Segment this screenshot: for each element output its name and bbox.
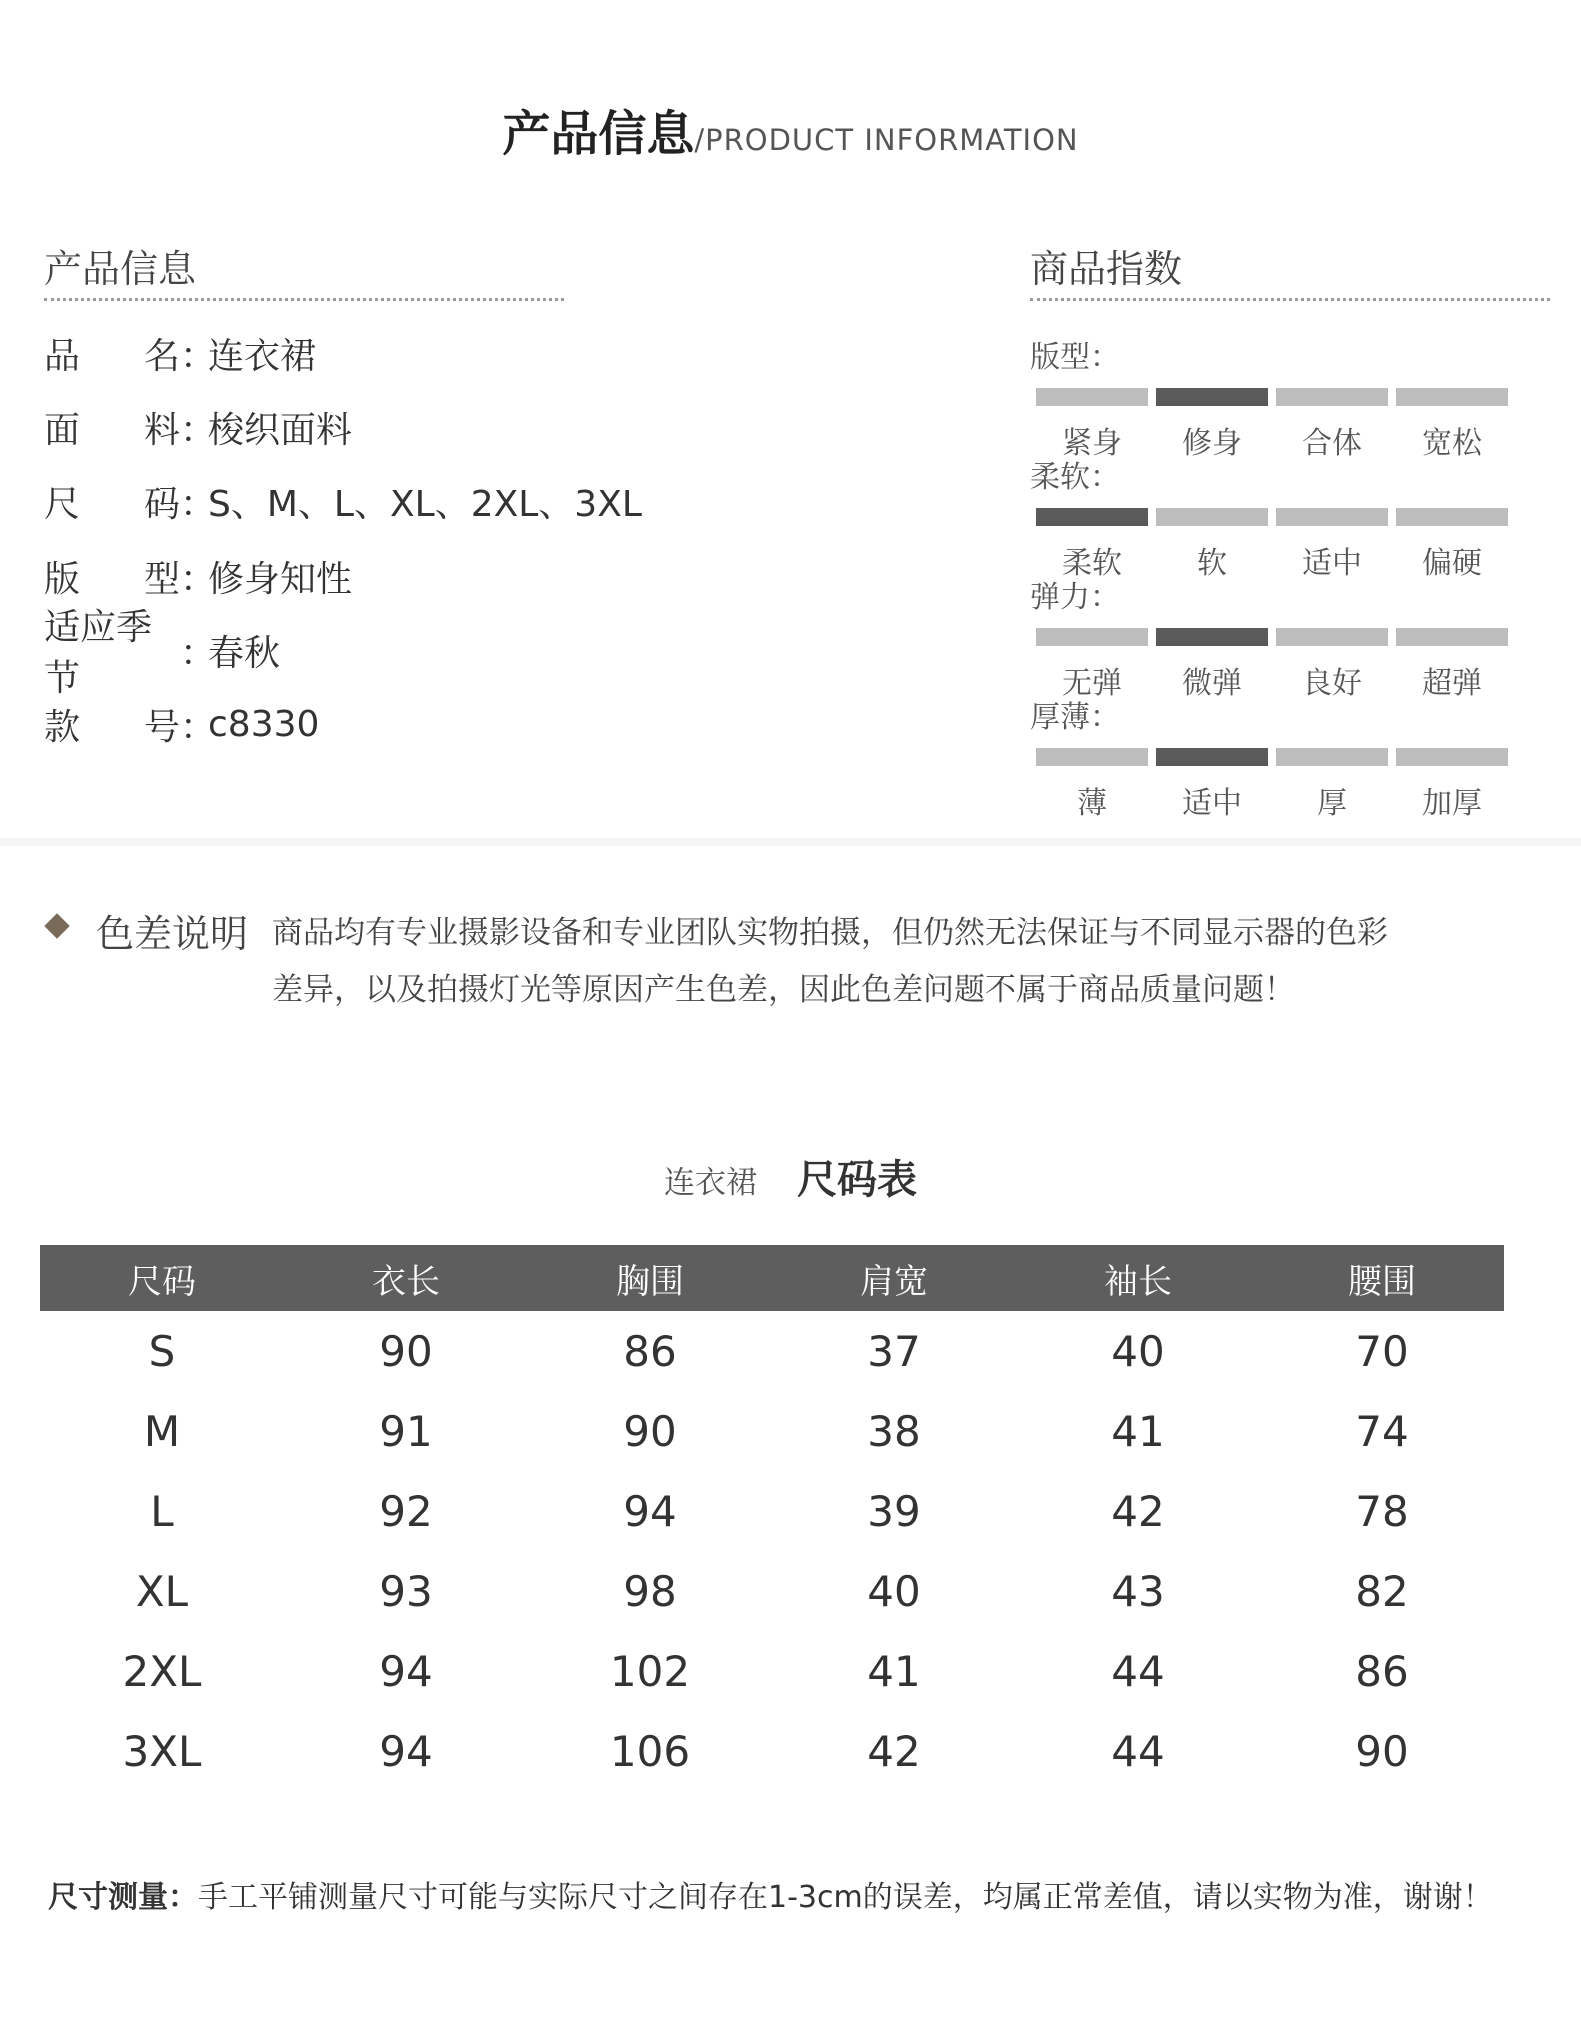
size-table-cell: 42 (1111, 1486, 1165, 1536)
spec-label (44, 402, 180, 453)
spec-label-char: 品 (44, 335, 81, 377)
size-table-cell: 43 (1111, 1566, 1165, 1616)
spec-row (44, 323, 316, 383)
size-table-header-cell: 肩宽 (772, 1245, 1016, 1311)
size-table-cell: 41 (867, 1646, 921, 1696)
index-group (1030, 578, 1510, 702)
index-option-label: 修身 (1182, 426, 1242, 461)
spec-row (44, 471, 642, 531)
size-table-row (40, 1311, 1504, 1391)
size-table-cell: 106 (609, 1726, 691, 1776)
index-option-label: 柔软 (1062, 546, 1122, 581)
index-bar (1276, 508, 1388, 526)
section-divider (0, 838, 1581, 846)
index-bar-track (1036, 388, 1510, 406)
size-table-cell: 44 (1111, 1646, 1165, 1696)
spec-colon: ： (180, 335, 217, 377)
spec-colon: ： (180, 632, 217, 674)
color-note-text: 商品均有专业摄影设备和专业团队实物拍摄，但仍然无法保证与不同显示器的色彩差异，以及拍摄灯光等原因产生色差，因此色差问题不属于商品质量问题！ (272, 915, 1388, 1008)
measurement-note-text: 手工平铺测量尺寸可能与实际尺寸之间存在1-3cm的误差，均属正常差值，请以实物为准，谢谢！ (198, 1880, 1493, 1915)
size-table-cell: M (143, 1406, 181, 1456)
product-index-divider (1030, 298, 1550, 301)
index-group (1030, 698, 1510, 822)
size-table-row (40, 1551, 1504, 1631)
spec-colon: ： (180, 409, 217, 451)
size-table-cell: XL (135, 1566, 189, 1616)
index-bar (1396, 388, 1508, 406)
index-option-label: 厚 (1317, 786, 1347, 821)
spec-label (44, 476, 180, 527)
product-index-heading: 商品指数 (1030, 247, 1183, 291)
size-table-cell: 92 (379, 1486, 433, 1536)
spec-value: S、M、L、XL、2XL、3XL (208, 483, 642, 525)
spec-label-char: 料 (143, 409, 180, 451)
index-option-label: 紧身 (1062, 426, 1122, 461)
size-table-cell: 40 (1111, 1326, 1165, 1376)
index-bar (1036, 628, 1148, 646)
spec-label-char: 面 (44, 409, 81, 451)
index-bar (1276, 388, 1388, 406)
size-table-row (40, 1631, 1504, 1711)
page-header (0, 95, 1581, 164)
color-note-title: 色差说明 (96, 912, 249, 956)
index-option-label: 适中 (1302, 546, 1362, 581)
product-info-heading: 产品信息 (44, 247, 197, 291)
spec-value: 修身知性 (208, 558, 353, 600)
measurement-note (48, 1872, 1493, 1916)
size-chart-title (0, 1148, 1581, 1205)
size-table-cell: 98 (623, 1566, 677, 1616)
size-table-cell: 38 (867, 1406, 921, 1456)
product-info-divider (44, 298, 564, 301)
index-bar-selected (1156, 748, 1268, 766)
index-group (1030, 458, 1510, 582)
index-label-row (1036, 778, 1510, 822)
size-table-cell: 82 (1355, 1566, 1409, 1616)
index-group-title: 版型： (1030, 340, 1120, 375)
spec-colon: ： (180, 706, 217, 748)
diamond-bullet-icon (44, 913, 69, 938)
size-table-cell: 102 (609, 1646, 691, 1696)
size-table-header (40, 1245, 1504, 1311)
index-bar (1036, 748, 1148, 766)
index-option-label: 宽松 (1422, 426, 1482, 461)
spec-label-char: 款 (44, 706, 81, 748)
index-option-label: 薄 (1077, 786, 1107, 821)
size-table-header-cell: 衣长 (284, 1245, 528, 1311)
index-bar (1396, 628, 1508, 646)
index-bar-track (1036, 508, 1510, 526)
spec-label-char: 版 (44, 558, 81, 600)
size-table-cell: S (148, 1326, 176, 1376)
spec-colon: ： (180, 483, 217, 525)
index-label-row (1036, 658, 1510, 702)
size-table-cell: 2XL (122, 1646, 202, 1696)
index-option-label: 软 (1197, 546, 1227, 581)
size-table-cell: 86 (623, 1326, 677, 1376)
size-table-cell: 94 (623, 1486, 677, 1536)
index-bar-selected (1156, 388, 1268, 406)
index-option-label: 良好 (1302, 666, 1362, 701)
size-table-cell: 42 (867, 1726, 921, 1776)
spec-row (44, 694, 319, 754)
spec-label-char: 码 (143, 483, 180, 525)
index-bar (1276, 748, 1388, 766)
index-bar (1156, 508, 1268, 526)
index-option-label: 微弹 (1182, 666, 1242, 701)
index-option-label: 合体 (1302, 426, 1362, 461)
size-table-cell: 44 (1111, 1726, 1165, 1776)
size-table-cell: 37 (867, 1326, 921, 1376)
index-group-title: 厚薄： (1030, 700, 1120, 735)
spec-row (44, 397, 352, 457)
spec-colon: ： (180, 558, 217, 600)
spec-label (44, 328, 180, 379)
index-label-row (1036, 538, 1510, 582)
size-table-cell: 94 (379, 1646, 433, 1696)
index-option-label: 加厚 (1422, 786, 1482, 821)
size-table-header-cell: 尺码 (40, 1245, 284, 1311)
size-table-body (40, 1311, 1504, 1791)
index-option-label: 超弹 (1422, 666, 1482, 701)
size-table-cell: 90 (1355, 1726, 1409, 1776)
size-table-cell: 40 (867, 1566, 921, 1616)
size-table (40, 1245, 1504, 1791)
spec-label-char: 名 (143, 335, 180, 377)
size-table-cell: 86 (1355, 1646, 1409, 1696)
size-table-row (40, 1471, 1504, 1551)
index-bar-selected (1036, 508, 1148, 526)
index-option-label: 适中 (1182, 786, 1242, 821)
size-table-cell: 41 (1111, 1406, 1165, 1456)
spec-value: c8330 (208, 703, 320, 745)
size-table-row (40, 1391, 1504, 1471)
spec-value: 梭织面料 (208, 409, 353, 451)
size-table-header-cell: 袖长 (1016, 1245, 1260, 1311)
spec-label (44, 551, 180, 602)
measurement-note-label: 尺寸测量： (48, 1880, 198, 1915)
size-table-cell: 39 (867, 1486, 921, 1536)
size-table-cell: L (150, 1486, 174, 1536)
spec-label-char: 型 (143, 558, 180, 600)
size-table-cell: 90 (379, 1326, 433, 1376)
index-bar (1396, 748, 1508, 766)
size-table-cell: 74 (1355, 1406, 1409, 1456)
spec-label (44, 699, 180, 750)
size-table-cell: 94 (379, 1726, 433, 1776)
index-bar-track (1036, 628, 1510, 646)
index-bar (1036, 388, 1148, 406)
size-table-header-cell: 腰围 (1260, 1245, 1504, 1311)
size-table-header-cell: 胸围 (528, 1245, 772, 1311)
index-bar (1396, 508, 1508, 526)
spec-label-char: 适应季节 (44, 607, 153, 699)
size-chart-main-title: 尺码表 (797, 1157, 917, 1203)
header-title-en: /PRODUCT INFORMATION (694, 123, 1079, 157)
index-option-label: 无弹 (1062, 666, 1122, 701)
spec-label-char: 尺 (44, 483, 81, 525)
spec-label-char: 号 (143, 706, 180, 748)
spec-label (44, 599, 180, 701)
spec-value: 连衣裙 (208, 335, 317, 377)
header-title-cn: 产品信息 (502, 106, 695, 162)
spec-value: 春秋 (208, 632, 281, 674)
size-table-cell: 70 (1355, 1326, 1409, 1376)
index-bar (1276, 628, 1388, 646)
index-option-label: 偏硬 (1422, 546, 1482, 581)
index-bar-selected (1156, 628, 1268, 646)
size-table-row (40, 1711, 1504, 1791)
size-chart-subtitle: 连衣裙 (664, 1165, 757, 1201)
size-table-cell: 93 (379, 1566, 433, 1616)
size-table-cell: 78 (1355, 1486, 1409, 1536)
index-group-title: 弹力： (1030, 580, 1120, 615)
index-bar-track (1036, 748, 1510, 766)
spec-row (44, 607, 281, 699)
size-table-cell: 3XL (122, 1726, 202, 1776)
spec-row (44, 546, 352, 606)
size-table-cell: 91 (379, 1406, 433, 1456)
index-group (1030, 338, 1510, 462)
index-group-title: 柔软： (1030, 460, 1120, 495)
size-table-cell: 90 (623, 1406, 677, 1456)
index-label-row (1036, 418, 1510, 462)
